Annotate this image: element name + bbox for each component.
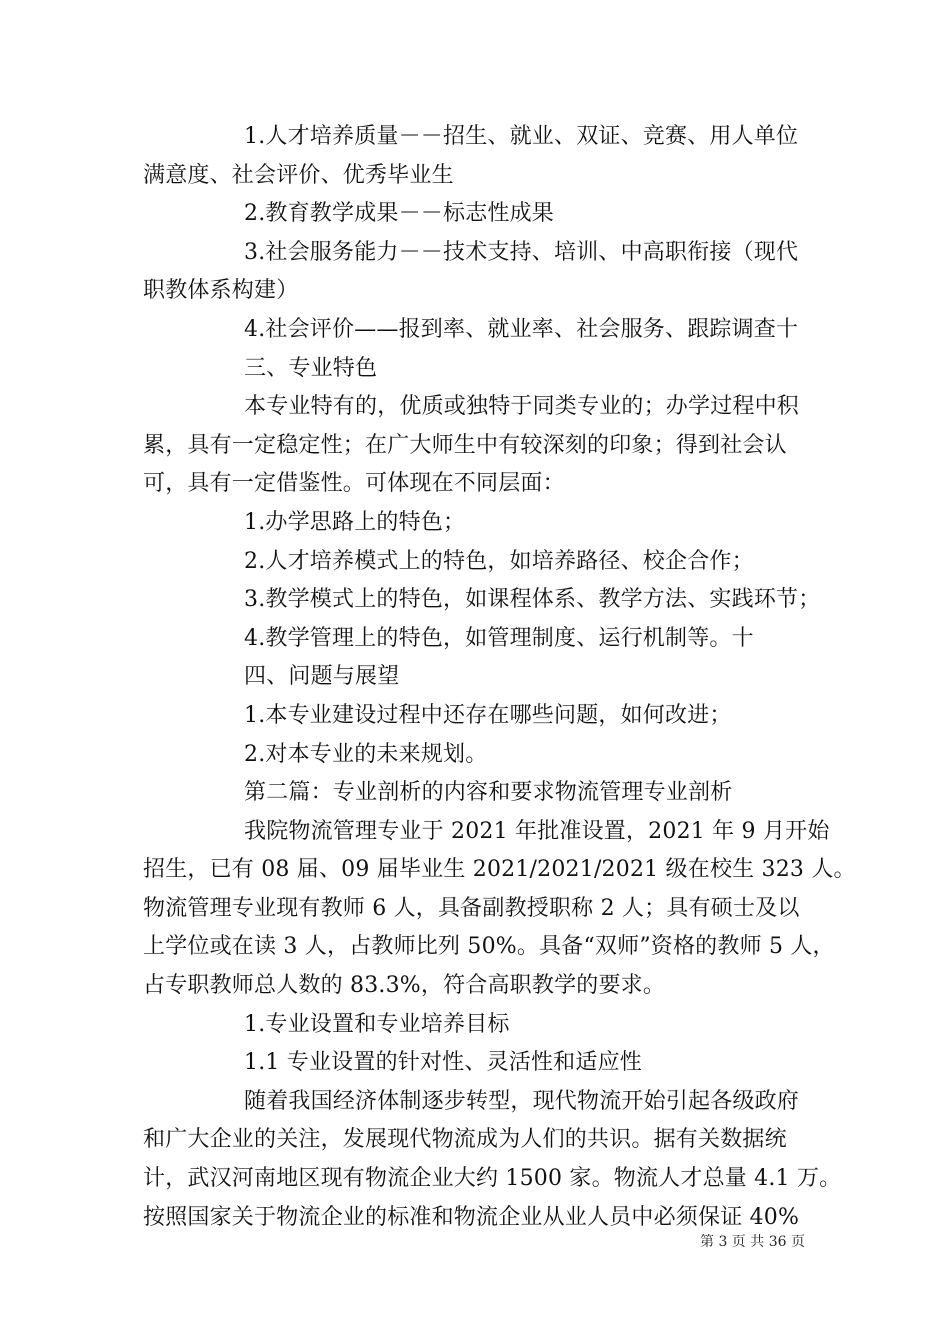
document-body: [143, 118, 856, 1237]
paragraph-line: 本专业特有的，优质或独特于同类专业的；办学过程中积: [244, 394, 800, 420]
paragraph-line: 累，具有一定稳定性；在广大师生中有较深刻的印象；得到社会认: [143, 432, 787, 458]
list-item: 4.社会评价——报到率、就业率、社会服务、跟踪调查十: [244, 316, 799, 342]
subsection-heading: 1.1 专业设置的针对性、灵活性和适应性: [244, 1050, 642, 1076]
paragraph-line: 可，具有一定借鉴性。可体现在不同层面：: [143, 471, 565, 497]
page-number-footer: 第 3 页 共 36 页: [700, 1234, 805, 1250]
paragraph-line: 上学位或在读 3 人，占教师比列 50%。具备“双师”资格的教师 5 人，: [143, 934, 835, 960]
text-line: 满意度、社会评价、优秀毕业生: [143, 162, 454, 188]
paragraph-line: 和广大企业的关注，发展现代物流成为人们的共识。据有关数据统: [143, 1127, 787, 1153]
list-item: 3.社会服务能力－－技术支持、培训、中高职衔接（现代: [244, 239, 799, 265]
list-item: 1.办学思路上的特色；: [244, 509, 466, 535]
paragraph-line: 我院物流管理专业于 2021 年批准设置，2021 年 9 月开始: [244, 818, 830, 844]
section-heading: 三、专业特色: [244, 355, 378, 381]
paragraph-line: 物流管理专业现有教师 6 人，具备副教授职称 2 人；具有硕士及以: [143, 895, 800, 921]
text-line: 职教体系构建）: [143, 278, 299, 304]
paragraph-line: 按照国家关于物流企业的标准和物流企业从业人员中必须保证 40%: [143, 1204, 800, 1230]
list-item: 3.教学模式上的特色，如课程体系、教学方法、实践环节；: [244, 587, 821, 613]
list-item: 1.人才培养质量－－招生、就业、双证、竞赛、用人单位: [244, 124, 799, 149]
list-item: 1.本专业建设过程中还存在哪些问题，如何改进；: [244, 702, 732, 728]
paragraph-line: 随着我国经济体制逐步转型，现代物流开始引起各级政府: [244, 1088, 800, 1114]
list-item: 2.人才培养模式上的特色，如培养路径、校企合作；: [244, 548, 754, 574]
list-item: 4.教学管理上的特色，如管理制度、运行机制等。十: [244, 625, 754, 651]
paragraph-line: 招生，已有 08 届、09 届毕业生 2021/2021/2021 级在校生 323 人。: [143, 857, 856, 883]
list-item: 2.对本专业的未来规划。: [244, 741, 488, 767]
list-item: 2.教育教学成果－－标志性成果: [244, 201, 554, 227]
paragraph-line: 计，武汉河南地区现有物流企业大约 1500 家。物流人才总量 4.1 万。: [143, 1166, 842, 1192]
chapter-title: 第二篇：专业剖析的内容和要求物流管理专业剖析: [244, 780, 733, 806]
section-heading: 四、问题与展望: [244, 664, 400, 690]
section-heading: 1.专业设置和专业培养目标: [244, 1011, 510, 1037]
paragraph-line: 占专职教师总人数的 83.3%，符合高职教学的要求。: [143, 973, 666, 999]
